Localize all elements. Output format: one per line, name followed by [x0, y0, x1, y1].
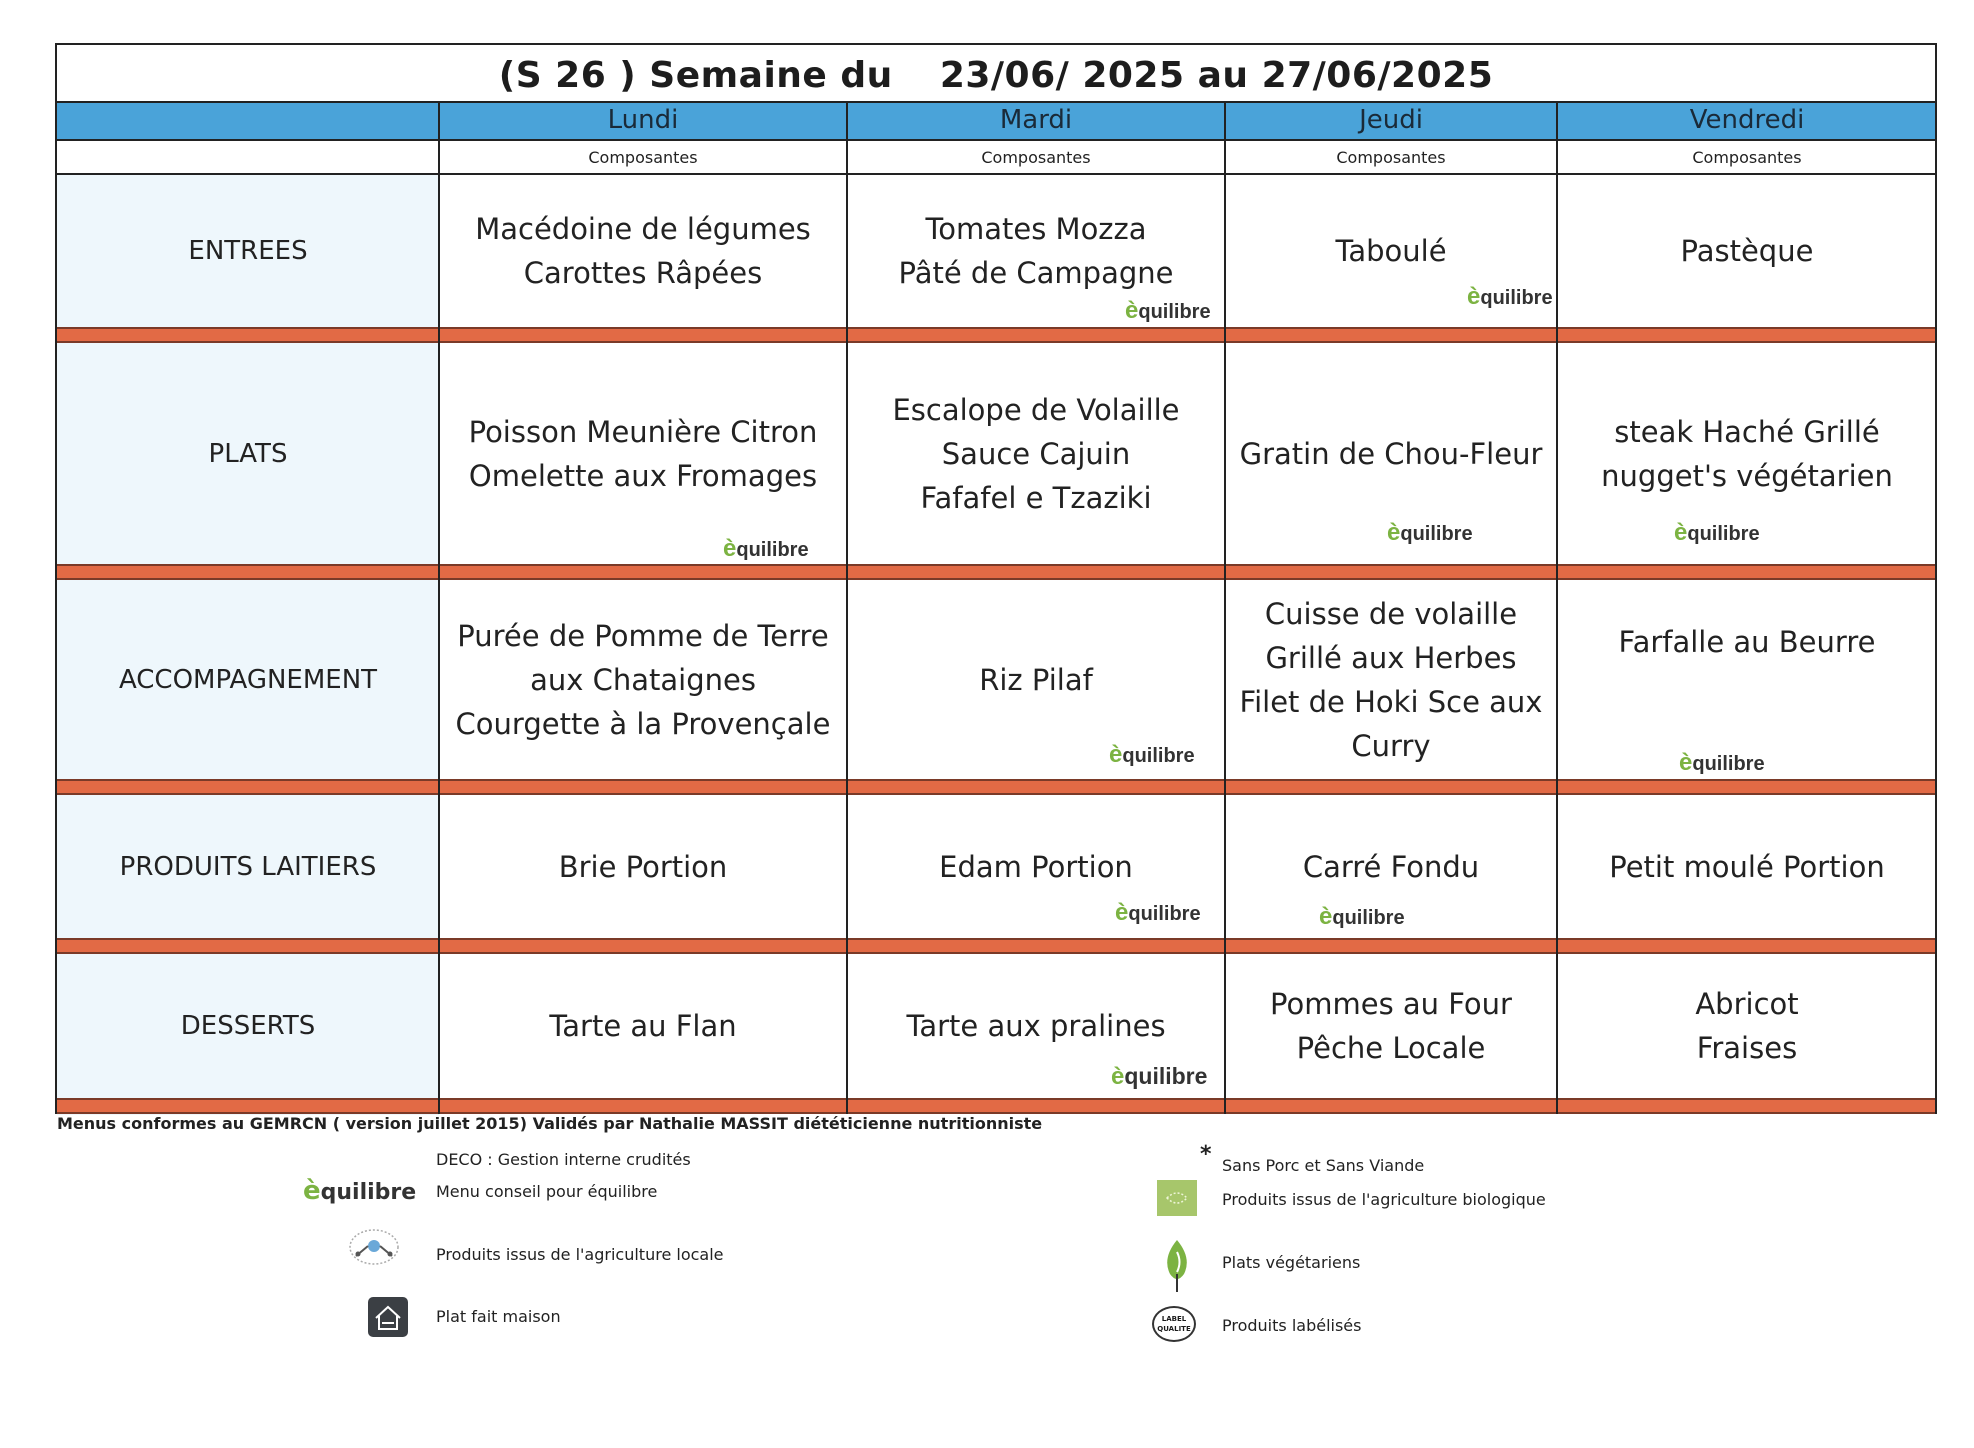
- menu-cell: [1559, 954, 1935, 1098]
- local-agriculture-icon: [346, 1226, 402, 1268]
- menu-cell: [1227, 954, 1555, 1098]
- composantes-lundi: Composantes: [588, 148, 698, 167]
- dish-line: Tarte aux pralines: [906, 1009, 1166, 1043]
- separator-band: [57, 779, 1935, 795]
- week-number: (S 26 ): [498, 55, 637, 96]
- dish-line: Poisson Meunière Citron: [468, 414, 818, 449]
- dish-line: Carré Fondu: [1302, 849, 1480, 884]
- week-start-date: 23/06/ 2025: [939, 55, 1185, 96]
- week-au: au: [1197, 55, 1249, 96]
- dish-line: Carottes Râpées: [523, 256, 763, 290]
- column-divider: [846, 101, 848, 1114]
- menu-cell: [441, 580, 845, 779]
- dish-line: Cuisse de volaille: [1264, 596, 1518, 631]
- equilibre-logo: èquilibre: [303, 1176, 417, 1206]
- equilibre-logo: èquilibre: [1319, 903, 1405, 930]
- menu-cell: [1227, 580, 1555, 779]
- label-qualite-icon: LABEL QUALITE: [1152, 1306, 1196, 1342]
- dish-line: Escalope de Volaille: [892, 392, 1180, 427]
- dish-line: Riz Pilaf: [979, 662, 1093, 697]
- equilibre-logo: èquilibre: [1674, 519, 1760, 546]
- legend-deco: DECO : Gestion interne crudités: [436, 1150, 691, 1169]
- dish-line: Pommes au Four: [1270, 987, 1512, 1021]
- legend-equilibre: Menu conseil pour équilibre: [436, 1182, 658, 1201]
- equilibre-logo: èquilibre: [1125, 297, 1211, 324]
- day-jeudi: Jeudi: [1359, 105, 1423, 135]
- row-label-produits-laitiers: PRODUITS LAITIERS: [119, 851, 377, 882]
- day-mardi: Mardi: [999, 105, 1073, 135]
- menu-cell: [849, 343, 1223, 564]
- dish-line: Taboulé: [1335, 234, 1447, 268]
- week-title: [57, 45, 1935, 99]
- menu-cell: [441, 954, 845, 1098]
- dish-line: Fafafel e Tzaziki: [920, 480, 1152, 515]
- day-lundi: Lundi: [607, 105, 679, 135]
- home-made-icon: [367, 1296, 409, 1338]
- week-end-date: 27/06/2025: [1261, 55, 1494, 96]
- dish-line: Fraises: [1696, 1031, 1798, 1065]
- composantes-jeudi: Composantes: [1336, 148, 1446, 167]
- dish-line: Tarte au Flan: [549, 1009, 737, 1043]
- separator-band: [57, 938, 1935, 954]
- equilibre-logo: èquilibre: [723, 535, 809, 562]
- equilibre-logo: èquilibre: [1467, 283, 1553, 310]
- vegetarian-icon: [1160, 1238, 1194, 1294]
- dish-line: Curry: [1351, 728, 1431, 763]
- menu-cell: [1559, 795, 1935, 938]
- menu-cell: [441, 343, 845, 564]
- menu-cell: [1559, 175, 1935, 327]
- dish-line: Brie Portion: [558, 849, 728, 884]
- row-label-entrees: ENTREES: [188, 236, 308, 266]
- dish-line: Grillé aux Herbes: [1265, 640, 1517, 675]
- dish-line: Edam Portion: [939, 849, 1133, 884]
- legend-locale: Produits issus de l'agriculture locale: [436, 1245, 724, 1264]
- dish-line: Courgette à la Provençale: [455, 706, 831, 741]
- dish-line: Farfalle au Beurre: [1618, 625, 1876, 659]
- row-label-plats: PLATS: [208, 438, 288, 469]
- dish-line: Abricot: [1695, 987, 1799, 1021]
- row-label-accompagnement: ACCOMPAGNEMENT: [118, 664, 378, 695]
- legend-sans-porc: Sans Porc et Sans Viande: [1222, 1156, 1425, 1175]
- dish-line: Gratin de Chou-Fleur: [1239, 436, 1543, 471]
- dish-line: nugget's végétarien: [1601, 458, 1893, 493]
- row-label-desserts: DESSERTS: [180, 1011, 316, 1041]
- day-vendredi: Vendredi: [1689, 105, 1805, 135]
- legend-maison: Plat fait maison: [436, 1307, 561, 1326]
- menu-cell: [441, 795, 845, 938]
- dish-line: Filet de Hoki Sce aux: [1239, 684, 1543, 719]
- composantes-mardi: Composantes: [981, 148, 1091, 167]
- legend-bio: Produits issus de l'agriculture biologique: [1222, 1190, 1546, 1209]
- dish-line: Omelette aux Fromages: [468, 458, 818, 493]
- separator-band: [57, 564, 1935, 580]
- equilibre-logo: èquilibre: [1679, 749, 1765, 776]
- dish-line: steak Haché Grillé: [1614, 414, 1880, 449]
- column-divider: [1556, 101, 1558, 1114]
- menu-table: [55, 43, 1937, 1114]
- menu-cell: [441, 175, 845, 327]
- equilibre-logo: èquilibre: [1387, 519, 1473, 546]
- week-semaine-du: Semaine du: [649, 55, 893, 96]
- dish-line: Pêche Locale: [1296, 1031, 1486, 1065]
- dish-line: Pâté de Campagne: [898, 256, 1174, 290]
- separator-band: [57, 1098, 1935, 1114]
- asterisk-symbol: *: [1200, 1142, 1212, 1167]
- legend-labelises: Produits labélisés: [1222, 1316, 1362, 1335]
- legend-vegetarien: Plats végétariens: [1222, 1253, 1361, 1272]
- dish-line: aux Chataignes: [530, 662, 756, 697]
- composantes-vendredi: Composantes: [1692, 148, 1802, 167]
- conformity-note: Menus conformes au GEMRCN ( version juillet 2015) Validés par Nathalie MASSIT diététicienne nutritionniste: [57, 1114, 1043, 1133]
- dish-line: Macédoine de légumes: [475, 212, 811, 246]
- dish-line: Pastèque: [1680, 234, 1814, 268]
- dish-line: Sauce Cajuin: [941, 436, 1131, 471]
- equilibre-logo: èquilibre: [1109, 741, 1195, 768]
- dish-line: Purée de Pomme de Terre: [457, 618, 829, 653]
- equilibre-logo: èquilibre: [1115, 899, 1201, 926]
- dish-line: Tomates Mozza: [925, 212, 1147, 246]
- dish-line: Petit moulé Portion: [1609, 849, 1885, 884]
- separator-band: [57, 327, 1935, 343]
- equilibre-logo: èquilibre: [1111, 1063, 1208, 1090]
- column-divider: [1224, 101, 1226, 1114]
- bio-leaf-icon: [1157, 1180, 1197, 1216]
